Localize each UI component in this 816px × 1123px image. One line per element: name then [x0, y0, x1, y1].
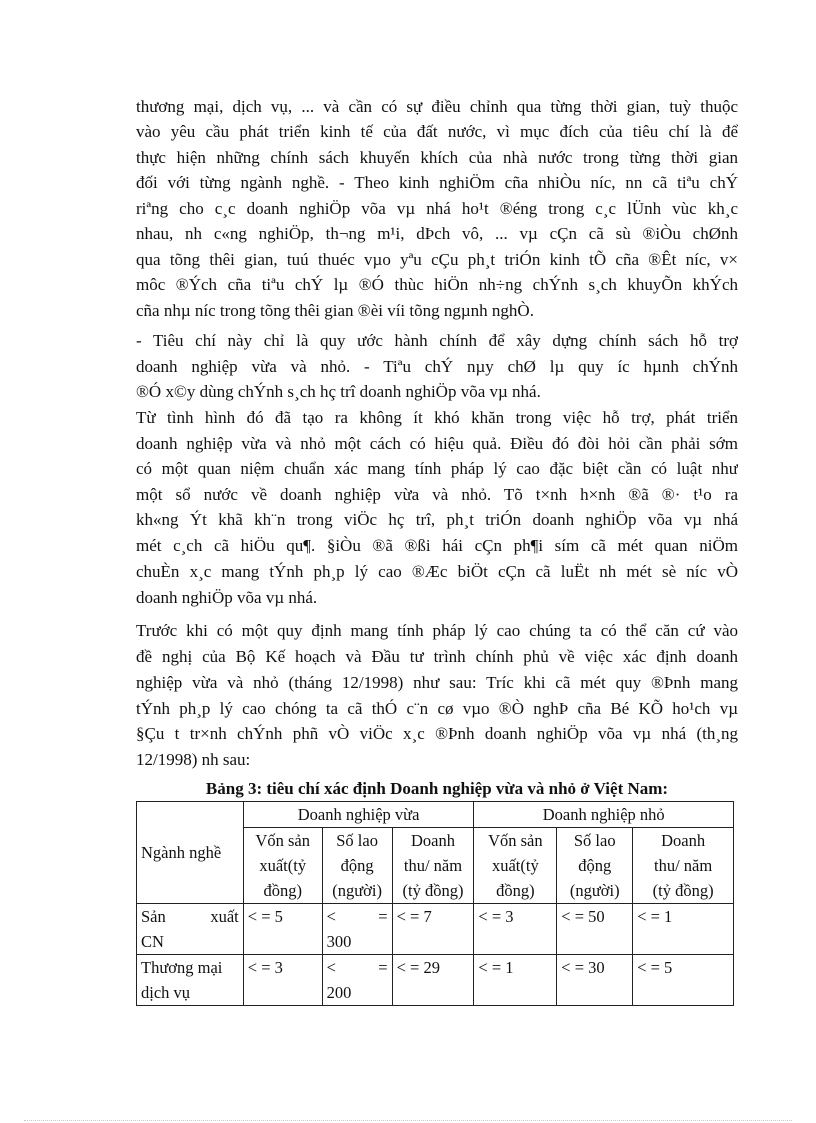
paragraph-line: đối với từng ngành nghề. - Theo kinh nghiÖm cña nhiÒu níc, nn cã tiªu chÝ — [136, 173, 738, 192]
header-cell-industry: Ngành nghề — [137, 802, 244, 904]
cell-small-labor: < = 30 — [557, 955, 633, 1006]
header-cell-capital: Vốn sản xuất(tỷ đồng) — [474, 828, 557, 904]
row-label: Thương mại dịch vụ — [137, 955, 244, 1006]
row-label: Sản xuất CN — [137, 904, 244, 955]
paragraph-line: - Tiêu chí này chỉ là quy ước hành chính để xây dựng chính sách hỗ trợ — [136, 331, 738, 350]
cell-small-labor: < = 50 — [557, 904, 633, 955]
paragraph-line: có một quan niệm chuẩn xác mang tính pháp lý cao đặc biệt cần có luật như — [136, 459, 738, 478]
paragraph-line: ®Ó x©y dùng chÝnh s¸ch hç trî doanh nghiÖp võa vµ nhá. — [136, 382, 541, 401]
paragraph-line: nhau, nh c«ng nghiÖp, th¬ng m¹i, dÞch vô, ... vµ cÇn cã sù ®iÒu chØnh — [136, 224, 738, 243]
paragraph-line: Từ tình hình đó đã tạo ra không ít khó khăn trong việc hỗ trợ, phát triển — [136, 408, 738, 427]
paragraph-line: mét c¸ch cã hiÖu qu¶. §iÒu ®ã ®ßi hái cÇn ph¶i sím cã mét quan niÖm — [136, 536, 738, 555]
cell-small-revenue: < = 5 — [633, 955, 734, 1006]
cell-medium-revenue: < = 7 — [392, 904, 474, 955]
header-cell-capital: Vốn sản xuất(tỷ đồng) — [243, 828, 322, 904]
cell-medium-revenue: < = 29 — [392, 955, 474, 1006]
cell-medium-capital: < = 5 — [243, 904, 322, 955]
table-caption: Bảng 3: tiêu chí xác định Doanh nghiệp vừa và nhỏ ở Việt Nam: — [205, 779, 669, 798]
paragraph-line: thương mại, dịch vụ, ... và cần có sự điều chỉnh qua từng thời gian, tuỳ thuộc — [136, 97, 738, 116]
paragraph-line: kh«ng Ýt khã kh¨n trong viÖc hç trî, ph¸t triÓn doanh nghiÖp võa vµ nhá — [136, 510, 738, 529]
paragraph-line: nghiệp vừa và nhỏ (tháng 12/1998) như sau: Tríc khi cã mét quy ®Þnh mang — [136, 673, 738, 692]
table-header-row — [137, 802, 734, 828]
paragraph-line: 12/1998) nh sau: — [136, 750, 251, 769]
paragraph-line: Trước khi có một quy định mang tính pháp lý cao chúng ta có thể căn cứ vào — [136, 621, 738, 640]
paragraph-line: riªng cho c¸c doanh nghiÖp võa vµ nhá ho¹t ®éng trong c¸c lÜnh vùc kh¸c — [136, 199, 738, 218]
header-cell-revenue: Doanh thu/ năm (tỷ đồng) — [392, 828, 474, 904]
criteria-table — [136, 801, 734, 1006]
cell-medium-capital: < = 3 — [243, 955, 322, 1006]
paragraph-line: qua tõng thêi gian, tuú thuéc vµo yªu cÇu ph¸t triÓn kinh tÕ cña ®Êt níc, v× — [136, 250, 738, 269]
paragraph-line: tÝnh ph¸p lý cao chóng ta cã thÓ c¨n cø vµo ®Ò nghÞ cña Bé KÕ ho¹ch vµ — [136, 699, 738, 718]
header-cell-labor: Số lao động (người) — [557, 828, 633, 904]
paragraph-line: môc ®Ých cña tiªu chÝ lµ ®Ó thùc hiÖn nh÷ng chÝnh s¸ch khuyÕn khÝch — [136, 275, 738, 294]
paragraph-line: đề nghị của Bộ Kế hoạch và Đầu tư trình chính phủ về việc xác định doanh — [136, 647, 738, 666]
header-cell-revenue: Doanh thu/ năm (tỷ đồng) — [633, 828, 734, 904]
paragraph-line: §Çu t tr×nh chÝnh phñ vÒ viÖc x¸c ®Þnh doanh nghiÖp võa vµ nhá (th¸ng — [136, 724, 738, 743]
paragraph-line: cña nhµ níc trong tõng thêi gian ®èi víi tõng ngµnh nghÒ. — [136, 301, 534, 320]
page-bottom-divider — [24, 1120, 792, 1121]
cell-medium-labor: < = 300 — [322, 904, 392, 955]
header-group-medium: Doanh nghiệp vừa — [243, 802, 474, 828]
paragraph-line: doanh nghiệp vừa và nhỏ một cách có hiệu quả. Điều đó đòi hỏi cần phải sớm — [136, 434, 738, 453]
table-row — [137, 955, 734, 1006]
paragraph-line: doanh nghiệp vừa và nhỏ. - Tiªu chÝ nµy chØ lµ quy íc hµnh chÝnh — [136, 357, 738, 376]
paragraph-line: doanh nghiÖp võa vµ nhá. — [136, 588, 318, 607]
cell-small-capital: < = 3 — [474, 904, 557, 955]
paragraph-line: vào yêu cầu phát triển kinh tế của đất nước, vì mục đích của tiêu chí là để — [136, 122, 738, 141]
paragraph-line: chuÈn x¸c mang tÝnh ph¸p lý cao ®Æc biÖt cÇn cã luËt nh mét sè níc vÒ — [136, 562, 738, 581]
paragraph-line: một sổ nước về doanh nghiệp vừa và nhỏ. Tõ t×nh h×nh ®ã ®· t¹o ra — [136, 485, 738, 504]
cell-medium-labor: < = 200 — [322, 955, 392, 1006]
header-group-small: Doanh nghiệp nhỏ — [474, 802, 734, 828]
cell-small-capital: < = 1 — [474, 955, 557, 1006]
header-cell-labor: Số lao động (người) — [322, 828, 392, 904]
paragraph-line: thực hiện những chính sách khuyến khích của nhà nước trong từng thời gian — [136, 148, 738, 167]
cell-small-revenue: < = 1 — [633, 904, 734, 955]
table-row — [137, 904, 734, 955]
